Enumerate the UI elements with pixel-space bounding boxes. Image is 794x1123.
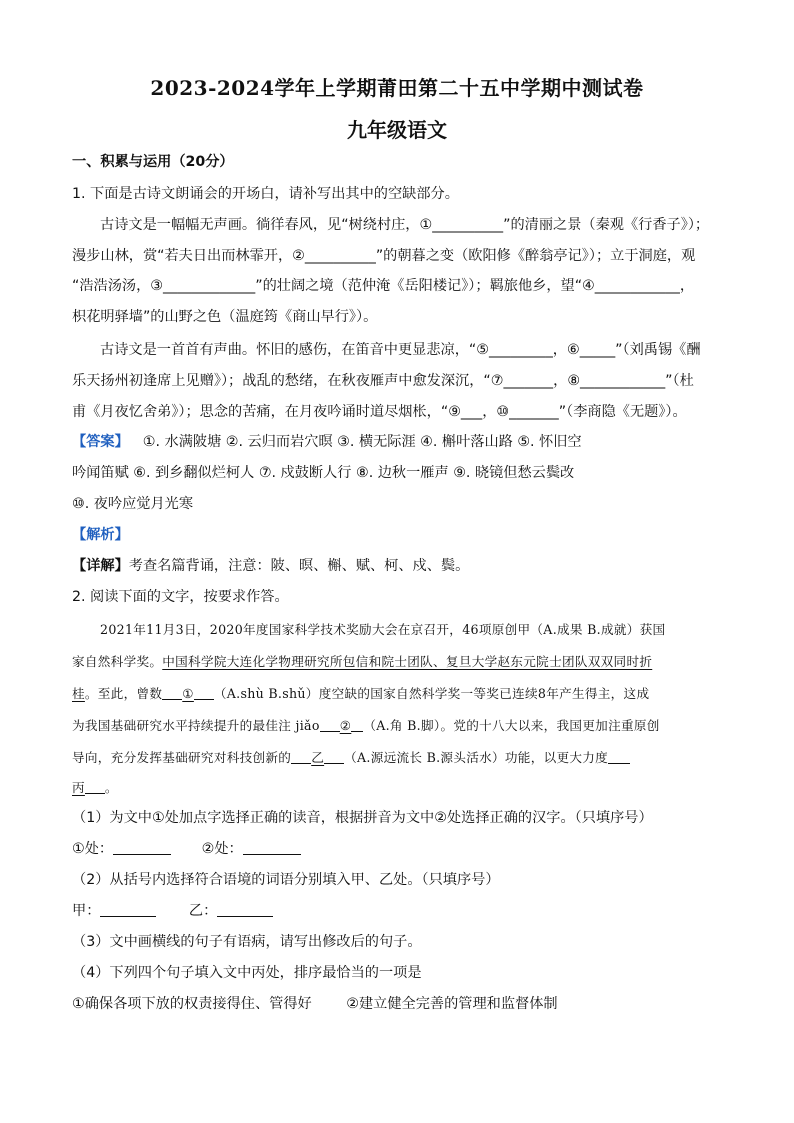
question-2-prompt: 2. 阅读下面的文字，按要求作答。 xyxy=(72,589,289,605)
poem-paragraph-1-line-1: 古诗文是一幅幅无声画。徜徉春风，见“树绕村庄，①__________”的清丽之景（秦观《行香子》）； xyxy=(100,217,710,233)
answer-label: 【答案】 xyxy=(72,434,129,450)
underlined-sentence-part-1: 中国科学院大连化学物理研究所包信和院士团队、复旦大学赵东元院士团队双双同时折 xyxy=(162,654,653,669)
answer-line-3: ⑩. 夜吟应觉月光寒 xyxy=(72,496,194,512)
blank-line xyxy=(194,685,214,700)
poem-paragraph-1-line-2: 漫步山林，赏“若夫日出而林霏开，②__________”的朝暮之变（欧阳修《醉翁亭记》）；立于洞庭，观 xyxy=(72,248,696,264)
detail-label: 【详解】 xyxy=(72,558,129,574)
blank-line xyxy=(85,779,105,794)
sub-question-1-blanks: ①处： ②处： xyxy=(72,839,732,859)
blank-mark-2: ② xyxy=(339,718,352,733)
sub-question-4: （4）下列四个句子填入文中丙处，排序最恰当的一项是 xyxy=(72,965,422,981)
answer-blank-2[interactable] xyxy=(243,840,301,855)
question-1-prompt: 1. 下面是古诗文朗诵会的开场白，请补写出其中的空缺部分。 xyxy=(72,186,459,202)
sub-question-2: （2）从括号内选择符合语境的词语分别填入甲、乙处。（只填序号） xyxy=(72,872,500,888)
passage-line-3: 桂。至此，曾数 ① （A.shù B.shǔ）度空缺的国家自然科学奖一等奖已连续8年产生得主，这成 xyxy=(72,686,650,701)
answer-blank-yi[interactable] xyxy=(217,902,273,917)
sub-question-1: （1）为文中①处加点字选择正确的读音，根据拼音为文中②处选择正确的汉字。（只填序号） xyxy=(72,810,653,826)
sub-question-3: （3）文中画横线的句子有语病，请写出修改后的句子。 xyxy=(72,934,422,950)
poem-paragraph-2-line-3: 甫《月夜忆舍弟》）；思念的苦痛，在月夜吟诵时道尽烟枨，“⑨___，⑩_______”（李商隐《无题》）。 xyxy=(72,404,687,420)
analysis-label: 【解析】 xyxy=(72,527,129,543)
passage-line-2: 家自然科学奖。中国科学院大连化学物理研究所包信和院士团队、复旦大学赵东元院士团队双双同时折 xyxy=(72,654,653,669)
blank-line xyxy=(291,749,311,764)
answer-blank-jia[interactable] xyxy=(100,902,156,917)
answer-line-1: 【答案】 ①. 水满陂塘 ②. 云归而岩穴暝 ③. 横无际涯 ④. 槲叶落山路 ⑤. 怀旧空 xyxy=(72,434,582,450)
blank-line xyxy=(608,749,630,764)
answer-line-2: 吟闻笛赋 ⑥. 到乡翻似烂柯人 ⑦. 戍鼓断人行 ⑧. 边秋一雁声 ⑨. 晓镜但愁云鬓改 xyxy=(72,465,575,481)
sub-question-4-options xyxy=(72,994,732,1014)
underlined-sentence-part-2: 桂 xyxy=(72,686,85,701)
blank-line xyxy=(351,717,363,732)
blank-mark-yi: 乙 xyxy=(311,750,325,765)
passage-line-6: 丙 。 xyxy=(72,780,118,795)
blank-mark-bing: 丙 xyxy=(72,780,85,795)
passage-line-5: 导向，充分发挥基础研究对科技创新的 乙 （A.源远流长 B.源头活水）功能，以更大力度 xyxy=(72,748,732,768)
passage-line-4: 为我国基础研究水平持续提升的最佳注 jiǎo ② （A.角 B.脚）。党的十八大以来，我国更加注重原创 xyxy=(72,718,660,733)
document-subtitle: 九年级语文 xyxy=(347,118,447,142)
blank-line xyxy=(324,749,344,764)
blank-mark-1: ① xyxy=(182,686,194,701)
document-title: 2023-2024学年上学期莆田第二十五中学期中测试卷 xyxy=(150,76,644,100)
detail-line: 【详解】考查名篇背诵，注意：陂、暝、槲、赋、柯、戍、鬓。 xyxy=(72,558,470,574)
poem-paragraph-1-line-4: 枳花明驿墙”的山野之色（温庭筠《商山早行》）。 xyxy=(72,309,378,325)
poem-paragraph-2-line-1: 古诗文是一首首有声曲。怀旧的感伤，在笛音中更显悲凉，“⑤_________，⑥_____”（刘禹锡《酬 xyxy=(100,342,701,358)
blank-line xyxy=(320,717,340,732)
option-2: ②建立健全完善的管理和监督体制 xyxy=(346,996,558,1012)
section-heading: 一、积累与运用（20分） xyxy=(72,154,234,170)
passage-line-1: 2021年11月3日，2020年度国家科学技术奖励大会在京召开，46项原创甲（A.成果 B.成就）获国 xyxy=(100,622,666,637)
poem-paragraph-1-line-3: “浩浩汤汤，③_____________”的壮阔之境（范仲淹《岳阳楼记》）；羁旅他乡，望“④____________， xyxy=(72,278,695,294)
sub-question-2-blanks: 甲： 乙： xyxy=(72,901,732,921)
option-1: ①确保各项下放的权责接得住、管得好 xyxy=(72,996,312,1012)
poem-paragraph-2-line-2: 乐天扬州初逢席上见赠》）；战乱的愁绪，在秋夜雁声中愈发深沉，“⑦_______，⑧____________”（杜 xyxy=(72,373,694,389)
answer-blank-1[interactable] xyxy=(113,840,171,855)
blank-line xyxy=(162,685,182,700)
